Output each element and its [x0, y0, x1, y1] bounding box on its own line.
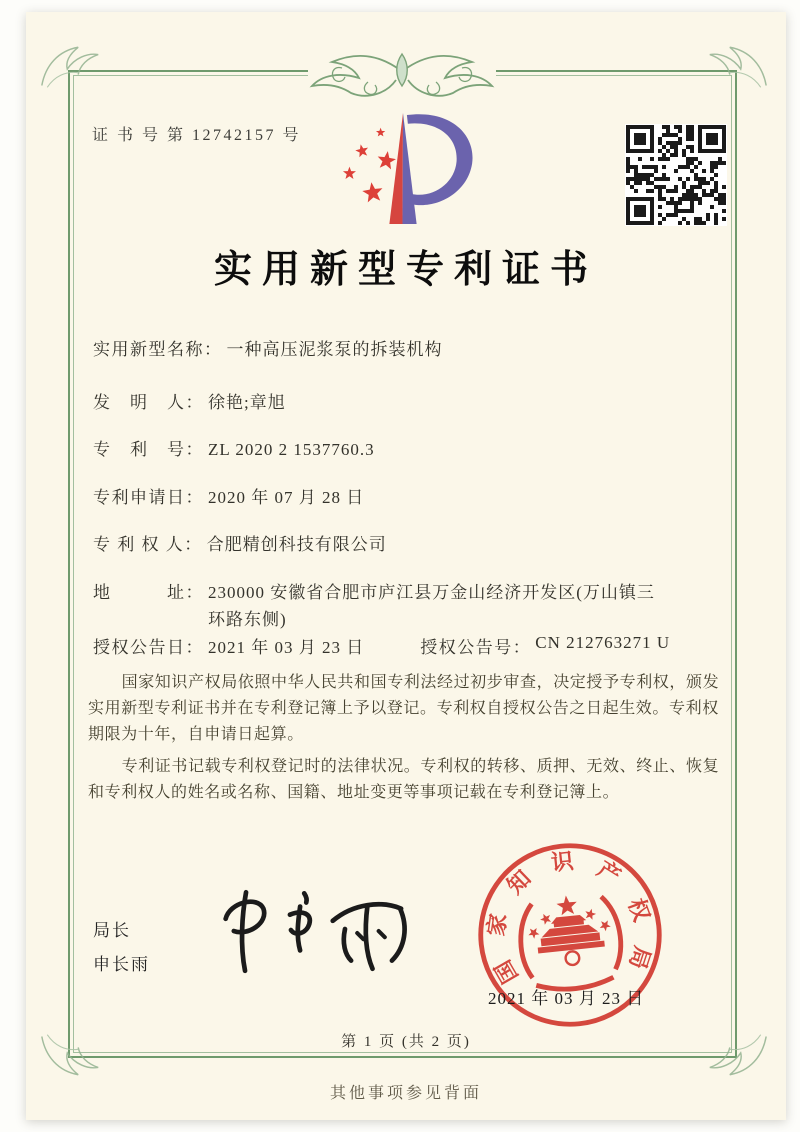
certificate-title: 实用新型专利证书	[213, 249, 598, 291]
field-value: CN 212763271 U	[535, 633, 671, 652]
field-value: 一种高压泥浆泵的拆装机构	[226, 340, 443, 359]
cnipa-logo-icon	[330, 106, 476, 234]
field-label: 专 利 号：	[93, 440, 204, 459]
frame-ornament-icon	[272, 42, 532, 102]
field-value: 230000 安徽省合肥市庐江县万金山经济开发区(万山镇三环路东侧)	[208, 583, 655, 629]
signature-icon	[212, 878, 427, 980]
seal-date: 2021 年 03 月 23 日	[488, 989, 645, 1008]
field-filing-date	[93, 484, 364, 511]
certificate-page	[26, 12, 786, 1120]
legal-text	[88, 670, 724, 806]
corner-flourish-icon	[38, 40, 102, 90]
svg-text:权: 权	[623, 895, 655, 925]
commissioner-name: 申长雨	[93, 955, 150, 974]
legal-paragraph-2: 专利证书记载专利权登记时的法律状况。专利权的转移、质押、无效、终止、恢复和专利权人的姓名或名称、国籍、地址变更等事项记载在专利登记簿上。	[88, 758, 720, 801]
field-label: 实用新型名称：	[93, 340, 223, 359]
field-value: 2021 年 03 月 23 日	[208, 638, 365, 657]
svg-text:知: 知	[502, 865, 536, 899]
page-number: 第 1 页 (共 2 页)	[341, 1034, 471, 1050]
field-label: 专 利 权 人：	[93, 535, 203, 554]
commissioner-title: 局长	[93, 921, 131, 940]
field-value: ZL 2020 2 1537760.3	[208, 440, 375, 459]
field-label: 授权公告日：	[93, 638, 204, 657]
grant-info-row	[93, 633, 670, 658]
field-grant-number	[420, 633, 670, 658]
field-value: 徐艳;章旭	[208, 393, 286, 412]
field-grant-date	[93, 633, 364, 658]
field-label: 授权公告号：	[420, 638, 532, 657]
svg-text:国: 国	[489, 955, 523, 988]
svg-text:家: 家	[483, 911, 512, 938]
field-patent-number	[93, 436, 375, 463]
svg-text:识: 识	[549, 848, 575, 876]
field-patentee	[93, 531, 387, 558]
back-side-note: 其他事项参见背面	[329, 1085, 482, 1102]
field-label: 专利申请日：	[93, 488, 204, 507]
svg-text:局: 局	[624, 943, 656, 973]
field-value: 2020 年 07 月 28 日	[208, 488, 365, 507]
field-address	[93, 579, 660, 633]
svg-text:产: 产	[592, 856, 626, 890]
field-label: 发 明 人：	[93, 393, 204, 412]
logo-stars	[343, 128, 396, 203]
certificate-number: 证 书 号 第 12742157 号	[92, 127, 302, 144]
corner-flourish-icon	[706, 40, 770, 90]
qr-code-icon	[625, 124, 727, 226]
field-label: 地 址：	[93, 583, 204, 602]
seal-ring-text	[474, 840, 661, 989]
legal-paragraph-1: 国家知识产权局依照中华人民共和国专利法经过初步审查，决定授予专利权，颁发实用新型专利证书并在专利登记簿上予以登记。专利权自授权公告之日起生效。专利权期限为十年，自申请日起算。	[88, 674, 720, 743]
field-inventor	[93, 389, 286, 416]
field-value: 合肥精创科技有限公司	[206, 535, 387, 554]
field-utility-model-name	[93, 336, 443, 363]
